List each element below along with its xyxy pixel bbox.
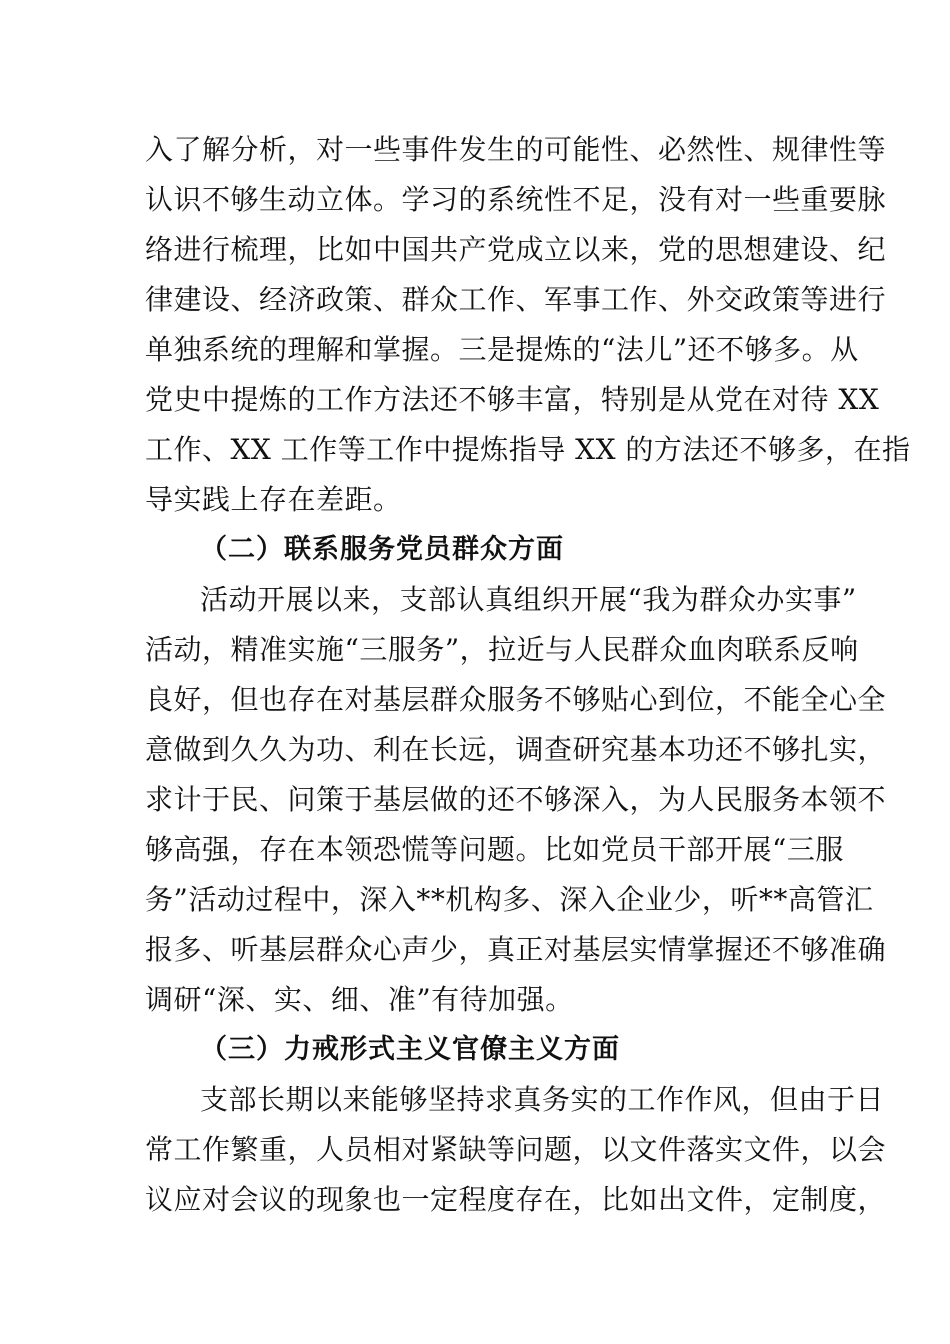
- paragraph-line: 工作、XX 工作等工作中提炼指导 XX 的方法还不够多，在指: [145, 433, 911, 466]
- paragraph-line: 支部长期以来能够坚持求真务实的工作作风，但由于日: [200, 1083, 885, 1116]
- paragraph-line: 认识不够生动立体。学习的系统性不足，没有对一些重要脉: [145, 183, 887, 216]
- section-heading-3: （三）力戒形式主义官僚主义方面: [200, 1034, 620, 1065]
- paragraph-line: 议应对会议的现象也一定程度存在，比如出文件，定制度，: [145, 1183, 887, 1216]
- paragraph-line: 党史中提炼的工作方法还不够丰富，特别是从党在对待 XX: [145, 383, 880, 416]
- paragraph-line: 良好，但也存在对基层群众服务不够贴心到位，不能全心全: [145, 683, 887, 716]
- paragraph-line: 活动开展以来，支部认真组织开展“我为群众办实事”: [200, 583, 857, 616]
- paragraph-line: 够高强，存在本领恐慌等问题。比如党员干部开展“三服: [145, 833, 844, 866]
- paragraph-line: 导实践上存在差距。: [145, 483, 402, 516]
- paragraph-line: 意做到久久为功、利在长远，调查研究基本功还不够扎实，: [145, 733, 887, 766]
- paragraph-line: 求计于民、问策于基层做的还不够深入，为人民服务本领不: [145, 783, 887, 816]
- paragraph-line: 活动，精准实施“三服务”，拉近与人民群众血肉联系反响: [145, 633, 859, 666]
- paragraph-line: 律建设、经济政策、群众工作、军事工作、外交政策等进行: [145, 283, 887, 316]
- paragraph-line: 入了解分析，对一些事件发生的可能性、必然性、规律性等: [145, 133, 887, 166]
- paragraph-line: 调研“深、实、细、准”有待加强。: [145, 983, 574, 1016]
- paragraph-line: 单独系统的理解和掌握。三是提炼的“法儿”还不够多。从: [145, 333, 859, 366]
- paragraph-line: 报多、听基层群众心声少，真正对基层实情掌握还不够准确: [145, 933, 887, 966]
- paragraph-line: 务”活动过程中，深入**机构多、深入企业少，听**高管汇: [145, 883, 874, 916]
- paragraph-line: 络进行梳理，比如中国共产党成立以来，党的思想建设、纪: [145, 233, 887, 266]
- paragraph-line: 常工作繁重，人员相对紧缺等问题，以文件落实文件，以会: [145, 1133, 887, 1166]
- section-heading-2: （二）联系服务党员群众方面: [200, 534, 564, 565]
